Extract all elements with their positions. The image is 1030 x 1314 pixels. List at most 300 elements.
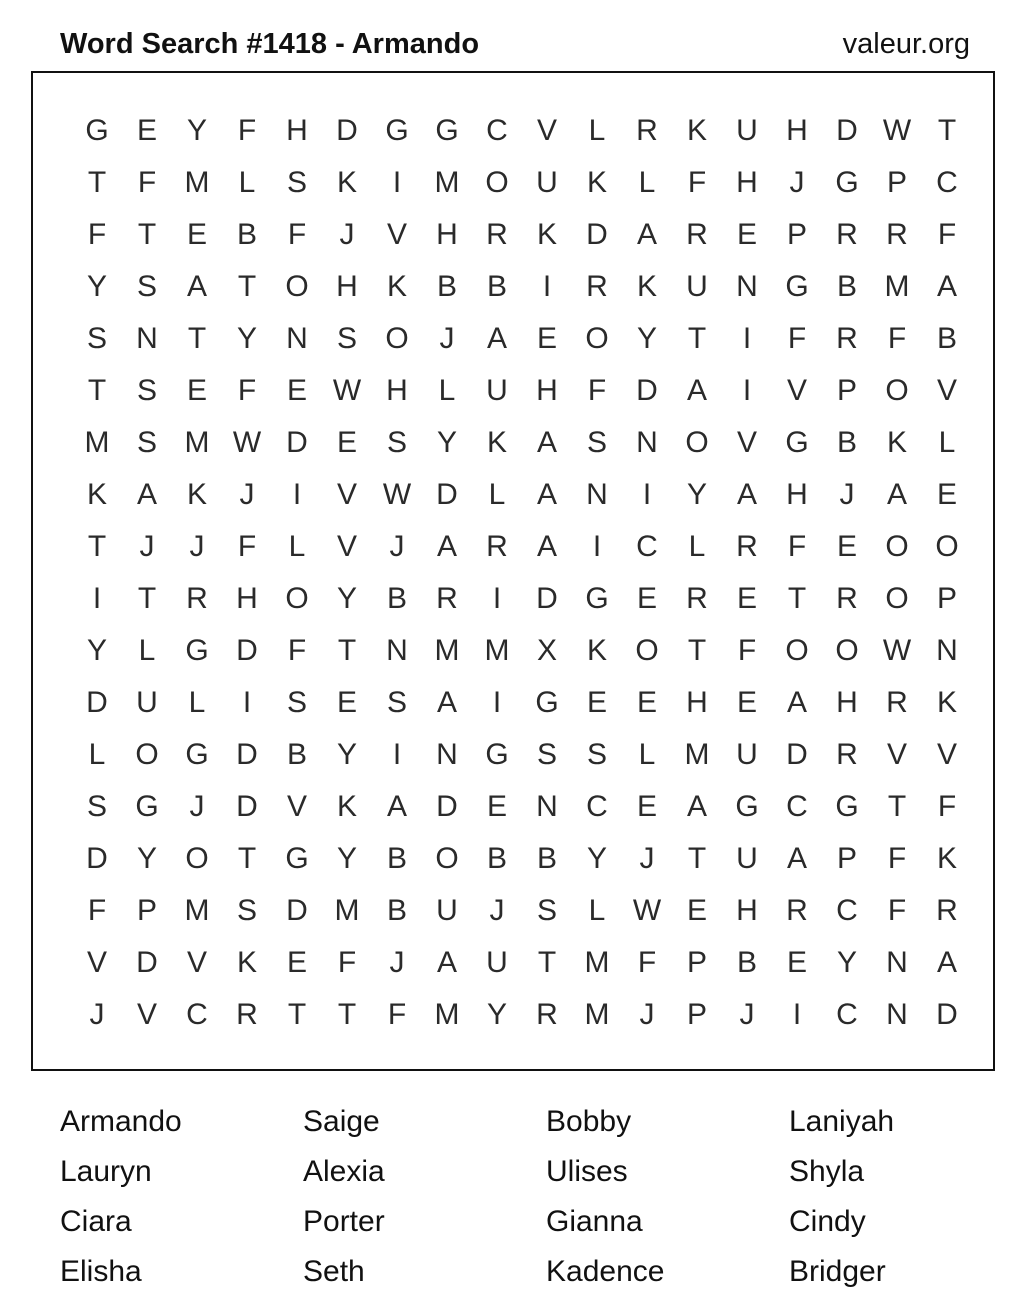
- grid-letter: B: [836, 426, 857, 459]
- grid-letter: S: [86, 322, 107, 355]
- grid-row: [72, 417, 972, 469]
- grid-letter: G: [835, 166, 859, 199]
- grid-letter: R: [786, 894, 808, 927]
- grid-letter: J: [489, 894, 505, 927]
- grid-letter: V: [736, 426, 757, 459]
- grid-letter: T: [537, 946, 557, 979]
- grid-letter: T: [337, 998, 357, 1031]
- grid-letter: F: [387, 998, 407, 1031]
- grid-letter: O: [485, 166, 509, 199]
- grid-letter: B: [386, 894, 407, 927]
- grid-letter: D: [86, 686, 108, 719]
- word-list: [60, 1097, 1020, 1297]
- grid-letter: A: [536, 426, 557, 459]
- grid-letter: C: [186, 998, 208, 1031]
- grid-letter: B: [436, 270, 457, 303]
- grid-letter: E: [286, 946, 307, 979]
- grid-letter: A: [936, 270, 957, 303]
- grid-letter: O: [135, 738, 159, 771]
- grid-letter: A: [636, 218, 657, 251]
- page-header: [60, 28, 970, 68]
- grid-letter: D: [86, 842, 108, 875]
- grid-letter: B: [536, 842, 557, 875]
- grid-letter: J: [389, 946, 405, 979]
- grid-letter: T: [187, 322, 207, 355]
- grid-letter: G: [735, 790, 759, 823]
- grid-letter: R: [486, 530, 508, 563]
- grid-letter: O: [785, 634, 809, 667]
- word-list-item: Cindy: [789, 1205, 866, 1238]
- grid-letter: W: [232, 426, 262, 459]
- grid-letter: D: [286, 426, 308, 459]
- grid-letter: I: [392, 738, 402, 771]
- grid-letter: G: [435, 114, 459, 147]
- grid-letter: N: [436, 738, 458, 771]
- grid-letter: F: [937, 218, 957, 251]
- grid-letter: Y: [636, 322, 657, 355]
- grid-letter: D: [136, 946, 158, 979]
- grid-letter: G: [785, 270, 809, 303]
- word-list-item: Alexia: [303, 1155, 385, 1188]
- grid-letter: K: [386, 270, 407, 303]
- grid-letter: A: [486, 322, 507, 355]
- grid-letter: R: [936, 894, 958, 927]
- grid-letter: N: [286, 322, 308, 355]
- grid-letter: C: [586, 790, 608, 823]
- grid-row: [72, 729, 972, 781]
- grid-letter: T: [137, 582, 157, 615]
- grid-letter: E: [686, 894, 707, 927]
- grid-letter: A: [786, 842, 807, 875]
- word-list-item: Ulises: [546, 1155, 628, 1188]
- grid-letter: S: [86, 790, 107, 823]
- grid-letter: W: [882, 114, 912, 147]
- grid-letter: D: [236, 634, 258, 667]
- grid-letter: I: [92, 582, 102, 615]
- grid-letter: C: [786, 790, 808, 823]
- grid-letter: P: [786, 218, 807, 251]
- grid-letter: V: [336, 530, 357, 563]
- grid-letter: E: [736, 686, 757, 719]
- grid-letter: H: [286, 114, 308, 147]
- grid-letter: H: [536, 374, 558, 407]
- letter-grid: [72, 105, 972, 1041]
- grid-letter: F: [137, 166, 157, 199]
- grid-letter: B: [736, 946, 757, 979]
- grid-letter: D: [436, 790, 458, 823]
- grid-letter: J: [239, 478, 255, 511]
- grid-letter: I: [642, 478, 652, 511]
- grid-letter: K: [536, 218, 557, 251]
- grid-letter: T: [87, 374, 107, 407]
- grid-letter: K: [86, 478, 107, 511]
- grid-letter: S: [236, 894, 257, 927]
- grid-letter: H: [236, 582, 258, 615]
- grid-letter: U: [736, 738, 758, 771]
- grid-letter: R: [486, 218, 508, 251]
- grid-letter: N: [386, 634, 408, 667]
- grid-letter: V: [186, 946, 207, 979]
- grid-letter: K: [336, 790, 357, 823]
- grid-letter: I: [292, 478, 302, 511]
- grid-letter: J: [839, 478, 855, 511]
- grid-letter: A: [786, 686, 807, 719]
- grid-letter: R: [686, 218, 708, 251]
- grid-letter: U: [486, 374, 508, 407]
- grid-letter: O: [685, 426, 709, 459]
- grid-letter: E: [136, 114, 157, 147]
- grid-letter: W: [882, 634, 912, 667]
- grid-letter: A: [886, 478, 907, 511]
- grid-letter: T: [87, 166, 107, 199]
- grid-letter: G: [185, 634, 209, 667]
- grid-row: [72, 677, 972, 729]
- grid-letter: O: [285, 270, 309, 303]
- grid-letter: B: [486, 270, 507, 303]
- grid-letter: T: [937, 114, 957, 147]
- grid-letter: Y: [436, 426, 457, 459]
- grid-letter: E: [336, 426, 357, 459]
- grid-letter: S: [386, 686, 407, 719]
- grid-letter: M: [484, 634, 510, 667]
- grid-letter: R: [536, 998, 558, 1031]
- grid-letter: R: [436, 582, 458, 615]
- grid-letter: F: [87, 218, 107, 251]
- grid-letter: N: [536, 790, 558, 823]
- grid-letter: J: [339, 218, 355, 251]
- grid-letter: B: [386, 582, 407, 615]
- grid-letter: U: [736, 842, 758, 875]
- grid-letter: P: [686, 946, 707, 979]
- grid-letter: T: [287, 998, 307, 1031]
- grid-letter: T: [87, 530, 107, 563]
- grid-letter: E: [336, 686, 357, 719]
- grid-letter: S: [386, 426, 407, 459]
- grid-letter: H: [836, 686, 858, 719]
- grid-letter: M: [434, 634, 460, 667]
- grid-letter: V: [286, 790, 307, 823]
- grid-letter: K: [236, 946, 257, 979]
- grid-letter: R: [236, 998, 258, 1031]
- grid-letter: D: [836, 114, 858, 147]
- grid-letter: B: [286, 738, 307, 771]
- grid-letter: S: [136, 270, 157, 303]
- grid-letter: O: [585, 322, 609, 355]
- grid-letter: Y: [336, 842, 357, 875]
- grid-letter: I: [492, 686, 502, 719]
- grid-letter: Y: [686, 478, 707, 511]
- grid-letter: Y: [336, 582, 357, 615]
- grid-letter: J: [189, 790, 205, 823]
- grid-letter: A: [436, 946, 457, 979]
- grid-letter: I: [792, 998, 802, 1031]
- grid-letter: C: [836, 998, 858, 1031]
- grid-letter: A: [436, 530, 457, 563]
- grid-letter: Y: [836, 946, 857, 979]
- grid-letter: G: [785, 426, 809, 459]
- grid-letter: Y: [186, 114, 207, 147]
- grid-letter: L: [588, 894, 606, 927]
- grid-letter: M: [434, 166, 460, 199]
- grid-letter: P: [836, 842, 857, 875]
- grid-letter: D: [436, 478, 458, 511]
- grid-letter: U: [436, 894, 458, 927]
- grid-letter: K: [936, 686, 957, 719]
- grid-letter: M: [584, 998, 610, 1031]
- grid-letter: E: [636, 582, 657, 615]
- grid-letter: U: [736, 114, 758, 147]
- grid-letter: V: [336, 478, 357, 511]
- grid-row: [72, 989, 972, 1041]
- grid-letter: U: [136, 686, 158, 719]
- word-list-item: Laniyah: [789, 1105, 895, 1138]
- grid-letter: F: [587, 374, 607, 407]
- grid-letter: T: [687, 322, 707, 355]
- grid-letter: K: [586, 634, 607, 667]
- grid-letter: P: [136, 894, 157, 927]
- grid-letter: E: [636, 686, 657, 719]
- grid-letter: L: [438, 374, 456, 407]
- grid-letter: P: [836, 374, 857, 407]
- grid-letter: G: [85, 114, 109, 147]
- grid-letter: B: [836, 270, 857, 303]
- grid-letter: N: [936, 634, 958, 667]
- grid-letter: A: [136, 478, 157, 511]
- grid-letter: H: [386, 374, 408, 407]
- grid-letter: L: [488, 478, 506, 511]
- grid-letter: P: [936, 582, 957, 615]
- grid-letter: O: [285, 582, 309, 615]
- grid-letter: F: [237, 114, 257, 147]
- word-list-item: Porter: [303, 1205, 385, 1238]
- grid-letter: X: [536, 634, 557, 667]
- grid-letter: U: [536, 166, 558, 199]
- grid-letter: O: [885, 582, 909, 615]
- word-list-item: Saige: [303, 1105, 380, 1138]
- grid-letter: Y: [86, 634, 107, 667]
- grid-letter: F: [287, 218, 307, 251]
- grid-letter: M: [584, 946, 610, 979]
- puzzle-grid-frame: [31, 71, 995, 1071]
- grid-letter: N: [886, 998, 908, 1031]
- grid-letter: C: [636, 530, 658, 563]
- grid-letter: E: [936, 478, 957, 511]
- grid-letter: A: [536, 478, 557, 511]
- grid-letter: W: [382, 478, 412, 511]
- grid-letter: L: [938, 426, 956, 459]
- grid-letter: H: [786, 114, 808, 147]
- grid-letter: O: [935, 530, 959, 563]
- grid-letter: S: [136, 374, 157, 407]
- grid-letter: D: [286, 894, 308, 927]
- grid-letter: M: [184, 426, 210, 459]
- grid-letter: W: [632, 894, 662, 927]
- grid-letter: B: [236, 218, 257, 251]
- grid-letter: Y: [86, 270, 107, 303]
- grid-letter: B: [486, 842, 507, 875]
- grid-letter: A: [736, 478, 757, 511]
- grid-letter: D: [786, 738, 808, 771]
- grid-letter: F: [787, 322, 807, 355]
- grid-letter: F: [887, 842, 907, 875]
- grid-row: [72, 469, 972, 521]
- word-list-item: Armando: [60, 1105, 182, 1138]
- grid-letter: N: [636, 426, 658, 459]
- grid-letter: V: [86, 946, 107, 979]
- grid-letter: S: [586, 738, 607, 771]
- grid-letter: E: [736, 582, 757, 615]
- grid-letter: M: [184, 894, 210, 927]
- grid-letter: J: [89, 998, 105, 1031]
- grid-row: [72, 781, 972, 833]
- grid-letter: D: [236, 790, 258, 823]
- grid-letter: T: [237, 842, 257, 875]
- grid-letter: G: [135, 790, 159, 823]
- grid-letter: V: [536, 114, 557, 147]
- grid-letter: R: [886, 218, 908, 251]
- grid-letter: T: [887, 790, 907, 823]
- site-name: valeur.org: [842, 28, 970, 60]
- grid-letter: I: [392, 166, 402, 199]
- grid-letter: O: [885, 374, 909, 407]
- grid-letter: S: [286, 166, 307, 199]
- grid-letter: G: [385, 114, 409, 147]
- grid-letter: A: [386, 790, 407, 823]
- grid-letter: T: [787, 582, 807, 615]
- grid-letter: L: [288, 530, 306, 563]
- grid-letter: S: [336, 322, 357, 355]
- grid-letter: Y: [486, 998, 507, 1031]
- grid-letter: M: [684, 738, 710, 771]
- grid-letter: A: [536, 530, 557, 563]
- grid-letter: J: [439, 322, 455, 355]
- grid-row: [72, 573, 972, 625]
- grid-letter: E: [786, 946, 807, 979]
- grid-letter: L: [138, 634, 156, 667]
- grid-letter: E: [186, 374, 207, 407]
- grid-letter: H: [436, 218, 458, 251]
- grid-letter: M: [334, 894, 360, 927]
- grid-letter: K: [486, 426, 507, 459]
- grid-row: [72, 313, 972, 365]
- grid-letter: U: [486, 946, 508, 979]
- grid-letter: N: [586, 478, 608, 511]
- grid-letter: H: [336, 270, 358, 303]
- grid-letter: O: [835, 634, 859, 667]
- grid-row: [72, 885, 972, 937]
- grid-letter: E: [736, 218, 757, 251]
- grid-letter: F: [87, 894, 107, 927]
- grid-letter: G: [835, 790, 859, 823]
- grid-letter: O: [885, 530, 909, 563]
- grid-letter: G: [185, 738, 209, 771]
- grid-letter: Y: [136, 842, 157, 875]
- grid-letter: O: [635, 634, 659, 667]
- grid-letter: V: [136, 998, 157, 1031]
- grid-letter: K: [586, 166, 607, 199]
- puzzle-title: Word Search #1418 - Armando: [60, 28, 480, 60]
- grid-letter: T: [137, 218, 157, 251]
- word-list-item: Ciara: [60, 1205, 132, 1238]
- grid-letter: F: [237, 530, 257, 563]
- grid-letter: A: [186, 270, 207, 303]
- grid-row: [72, 105, 972, 157]
- word-list-item: Gianna: [546, 1205, 643, 1238]
- grid-letter: R: [836, 218, 858, 251]
- grid-letter: K: [186, 478, 207, 511]
- grid-letter: F: [237, 374, 257, 407]
- word-list-item: Bridger: [789, 1255, 886, 1288]
- grid-letter: F: [887, 894, 907, 927]
- grid-letter: O: [385, 322, 409, 355]
- grid-letter: R: [636, 114, 658, 147]
- grid-letter: O: [185, 842, 209, 875]
- grid-letter: I: [742, 322, 752, 355]
- grid-letter: R: [836, 582, 858, 615]
- grid-letter: S: [136, 426, 157, 459]
- grid-letter: F: [637, 946, 657, 979]
- grid-row: [72, 157, 972, 209]
- grid-letter: M: [184, 166, 210, 199]
- grid-letter: E: [286, 374, 307, 407]
- grid-letter: I: [542, 270, 552, 303]
- grid-letter: J: [139, 530, 155, 563]
- grid-letter: Y: [236, 322, 257, 355]
- grid-letter: C: [836, 894, 858, 927]
- grid-letter: L: [638, 166, 656, 199]
- grid-letter: R: [886, 686, 908, 719]
- grid-letter: S: [536, 738, 557, 771]
- grid-letter: F: [787, 530, 807, 563]
- grid-letter: J: [639, 998, 655, 1031]
- grid-letter: G: [285, 842, 309, 875]
- grid-letter: J: [739, 998, 755, 1031]
- grid-letter: K: [886, 426, 907, 459]
- grid-letter: E: [536, 322, 557, 355]
- grid-letter: U: [686, 270, 708, 303]
- grid-row: [72, 209, 972, 261]
- grid-letter: N: [886, 946, 908, 979]
- grid-letter: F: [337, 946, 357, 979]
- grid-letter: A: [686, 374, 707, 407]
- grid-letter: L: [188, 686, 206, 719]
- grid-letter: D: [536, 582, 558, 615]
- grid-row: [72, 365, 972, 417]
- grid-row: [72, 261, 972, 313]
- grid-letter: O: [435, 842, 459, 875]
- grid-letter: I: [242, 686, 252, 719]
- word-list-item: Shyla: [789, 1155, 865, 1188]
- grid-letter: P: [686, 998, 707, 1031]
- grid-letter: E: [486, 790, 507, 823]
- grid-letter: P: [886, 166, 907, 199]
- grid-letter: L: [238, 166, 256, 199]
- grid-letter: D: [636, 374, 658, 407]
- grid-letter: G: [485, 738, 509, 771]
- grid-letter: I: [742, 374, 752, 407]
- grid-letter: G: [585, 582, 609, 615]
- word-list-item: Lauryn: [60, 1155, 152, 1188]
- grid-letter: D: [936, 998, 958, 1031]
- grid-letter: F: [287, 634, 307, 667]
- grid-letter: L: [88, 738, 106, 771]
- grid-letter: Y: [586, 842, 607, 875]
- grid-letter: F: [687, 166, 707, 199]
- grid-row: [72, 625, 972, 677]
- grid-letter: D: [336, 114, 358, 147]
- grid-row: [72, 521, 972, 573]
- grid-letter: M: [434, 998, 460, 1031]
